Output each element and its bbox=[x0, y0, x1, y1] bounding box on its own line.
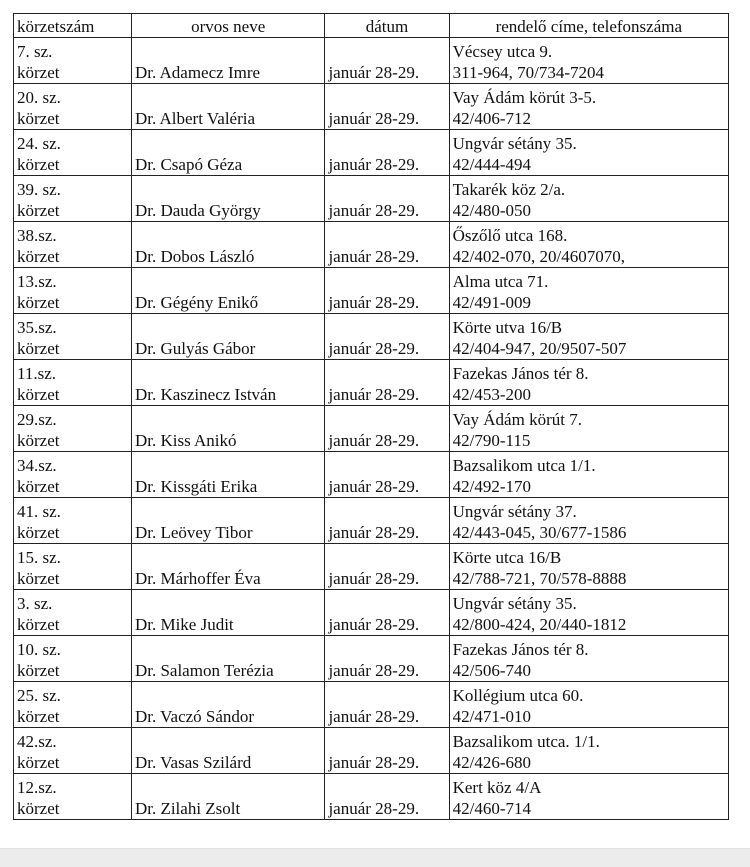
district-number: 10. sz. bbox=[17, 640, 61, 659]
address: Körte utca 16/B bbox=[452, 548, 562, 567]
address: Bazsalikom utca 1/1. bbox=[452, 456, 596, 475]
address: Fazekas János tér 8. bbox=[452, 640, 589, 659]
table-row bbox=[14, 84, 729, 130]
address-cell bbox=[449, 130, 728, 176]
duty-date: január 28-29. bbox=[325, 314, 449, 360]
district-cell bbox=[14, 682, 132, 728]
doctor-name: Dr. Kaszinecz István bbox=[131, 360, 324, 406]
district-cell bbox=[14, 590, 132, 636]
district-cell bbox=[14, 774, 132, 820]
district-cell bbox=[14, 130, 132, 176]
address-cell bbox=[449, 38, 728, 84]
district-number: 41. sz. bbox=[17, 502, 61, 521]
district-label: körzet bbox=[17, 109, 60, 128]
phone: 42/480-050 bbox=[452, 201, 531, 220]
doctor-name: Dr. Vasas Szilárd bbox=[131, 728, 324, 774]
address-cell bbox=[449, 268, 728, 314]
address-cell bbox=[449, 636, 728, 682]
district-label: körzet bbox=[17, 615, 60, 634]
doctor-name: Dr. Kissgáti Erika bbox=[131, 452, 324, 498]
district-number: 12.sz. bbox=[17, 778, 57, 797]
address-cell bbox=[449, 360, 728, 406]
address-cell bbox=[449, 314, 728, 360]
header-doctor-name: orvos neve bbox=[131, 14, 324, 38]
duty-date: január 28-29. bbox=[325, 636, 449, 682]
doctor-name: Dr. Salamon Terézia bbox=[131, 636, 324, 682]
district-label: körzet bbox=[17, 247, 60, 266]
address: Fazekas János tér 8. bbox=[452, 364, 589, 383]
phone: 42/788-721, 70/578-8888 bbox=[452, 569, 627, 588]
district-label: körzet bbox=[17, 339, 60, 358]
district-label: körzet bbox=[17, 293, 60, 312]
district-label: körzet bbox=[17, 707, 60, 726]
address: Takarék köz 2/a. bbox=[452, 180, 566, 199]
duty-date: január 28-29. bbox=[325, 406, 449, 452]
table-row bbox=[14, 360, 729, 406]
duty-date: január 28-29. bbox=[325, 498, 449, 544]
phone: 42/790-115 bbox=[452, 431, 531, 450]
header-date: dátum bbox=[325, 14, 449, 38]
district-number: 11.sz. bbox=[17, 364, 57, 383]
district-cell bbox=[14, 498, 132, 544]
address: Kollégium utca 60. bbox=[452, 686, 584, 705]
phone: 311-964, 70/734-7204 bbox=[452, 63, 605, 82]
district-cell bbox=[14, 268, 132, 314]
address-cell bbox=[449, 590, 728, 636]
district-label: körzet bbox=[17, 155, 60, 174]
doctor-name: Dr. Leövey Tibor bbox=[131, 498, 324, 544]
doctor-name: Dr. Dauda György bbox=[131, 176, 324, 222]
district-cell bbox=[14, 84, 132, 130]
district-cell bbox=[14, 728, 132, 774]
table-header-row bbox=[14, 14, 729, 38]
duty-date: január 28-29. bbox=[325, 38, 449, 84]
address-cell bbox=[449, 682, 728, 728]
address: Ungvár sétány 37. bbox=[452, 502, 577, 521]
duty-date: január 28-29. bbox=[325, 682, 449, 728]
duty-date: január 28-29. bbox=[325, 590, 449, 636]
table-row bbox=[14, 222, 729, 268]
address: Ungvár sétány 35. bbox=[452, 594, 577, 613]
table-row bbox=[14, 38, 729, 84]
table-row bbox=[14, 314, 729, 360]
doctors-duty-table bbox=[13, 13, 729, 820]
table-row bbox=[14, 498, 729, 544]
district-cell bbox=[14, 38, 132, 84]
duty-date: január 28-29. bbox=[325, 360, 449, 406]
doctor-name: Dr. Dobos László bbox=[131, 222, 324, 268]
duty-date: január 28-29. bbox=[325, 774, 449, 820]
phone: 42/443-045, 30/677-1586 bbox=[452, 523, 627, 542]
duty-date: január 28-29. bbox=[325, 84, 449, 130]
district-number: 35.sz. bbox=[17, 318, 57, 337]
district-label: körzet bbox=[17, 753, 60, 772]
table-row bbox=[14, 268, 729, 314]
duty-date: január 28-29. bbox=[325, 544, 449, 590]
table-row bbox=[14, 452, 729, 498]
address: Vay Ádám körút 3-5. bbox=[452, 88, 597, 107]
doctor-name: Dr. Adamecz Imre bbox=[131, 38, 324, 84]
address-cell bbox=[449, 222, 728, 268]
doctor-name: Dr. Mike Judit bbox=[131, 590, 324, 636]
phone: 42/404-947, 20/9507-507 bbox=[452, 339, 627, 358]
district-number: 20. sz. bbox=[17, 88, 61, 107]
district-number: 24. sz. bbox=[17, 134, 61, 153]
address: Ungvár sétány 35. bbox=[452, 134, 577, 153]
district-number: 15. sz. bbox=[17, 548, 61, 567]
duty-date: január 28-29. bbox=[325, 222, 449, 268]
table-row bbox=[14, 544, 729, 590]
phone: 42/800-424, 20/440-1812 bbox=[452, 615, 627, 634]
address: Vay Ádám körút 7. bbox=[452, 410, 582, 429]
address: Kert köz 4/A bbox=[452, 778, 542, 797]
phone: 42/402-070, 20/4607070, bbox=[452, 247, 625, 266]
header-district: körzetszám bbox=[14, 14, 132, 38]
address: Őszőlő utca 168. bbox=[452, 226, 568, 245]
doctor-name: Dr. Albert Valéria bbox=[131, 84, 324, 130]
district-label: körzet bbox=[17, 523, 60, 542]
phone: 42/471-010 bbox=[452, 707, 531, 726]
header-address-phone: rendelő címe, telefonszáma bbox=[449, 14, 728, 38]
district-cell bbox=[14, 360, 132, 406]
phone: 42/506-740 bbox=[452, 661, 531, 680]
phone: 42/491-009 bbox=[452, 293, 531, 312]
district-number: 25. sz. bbox=[17, 686, 61, 705]
phone: 42/406-712 bbox=[452, 109, 531, 128]
doctor-name: Dr. Vaczó Sándor bbox=[131, 682, 324, 728]
district-label: körzet bbox=[17, 569, 60, 588]
district-number: 29.sz. bbox=[17, 410, 57, 429]
district-number: 7. sz. bbox=[17, 42, 53, 61]
address: Vécsey utca 9. bbox=[452, 42, 553, 61]
table-row bbox=[14, 590, 729, 636]
district-label: körzet bbox=[17, 385, 60, 404]
district-label: körzet bbox=[17, 201, 60, 220]
district-label: körzet bbox=[17, 661, 60, 680]
district-cell bbox=[14, 222, 132, 268]
phone: 42/453-200 bbox=[452, 385, 531, 404]
district-number: 3. sz. bbox=[17, 594, 53, 613]
table-row bbox=[14, 176, 729, 222]
district-number: 34.sz. bbox=[17, 456, 57, 475]
table-row bbox=[14, 406, 729, 452]
address: Bazsalikom utca. 1/1. bbox=[452, 732, 600, 751]
district-label: körzet bbox=[17, 477, 60, 496]
district-number: 42.sz. bbox=[17, 732, 57, 751]
doctor-name: Dr. Márhoffer Éva bbox=[131, 544, 324, 590]
duty-date: január 28-29. bbox=[325, 268, 449, 314]
district-label: körzet bbox=[17, 799, 60, 818]
page-bottom-edge bbox=[0, 848, 750, 867]
phone: 42/492-170 bbox=[452, 477, 531, 496]
table-row bbox=[14, 728, 729, 774]
district-number: 38.sz. bbox=[17, 226, 57, 245]
address: Alma utca 71. bbox=[452, 272, 549, 291]
address-cell bbox=[449, 406, 728, 452]
table-body bbox=[14, 38, 729, 820]
doctor-name: Dr. Csapó Géza bbox=[131, 130, 324, 176]
doctor-name: Dr. Kiss Anikó bbox=[131, 406, 324, 452]
address: Körte utva 16/B bbox=[452, 318, 563, 337]
district-cell bbox=[14, 452, 132, 498]
district-number: 39. sz. bbox=[17, 180, 61, 199]
duty-date: január 28-29. bbox=[325, 452, 449, 498]
table-row bbox=[14, 636, 729, 682]
phone: 42/460-714 bbox=[452, 799, 531, 818]
table-row bbox=[14, 774, 729, 820]
district-cell bbox=[14, 406, 132, 452]
address-cell bbox=[449, 176, 728, 222]
phone: 42/426-680 bbox=[452, 753, 531, 772]
district-cell bbox=[14, 636, 132, 682]
address-cell bbox=[449, 84, 728, 130]
district-number: 13.sz. bbox=[17, 272, 57, 291]
address-cell bbox=[449, 498, 728, 544]
phone: 42/444-494 bbox=[452, 155, 531, 174]
duty-date: január 28-29. bbox=[325, 728, 449, 774]
address-cell bbox=[449, 452, 728, 498]
district-cell bbox=[14, 544, 132, 590]
doctor-name: Dr. Gégény Enikő bbox=[131, 268, 324, 314]
table-row bbox=[14, 130, 729, 176]
doctor-name: Dr. Gulyás Gábor bbox=[131, 314, 324, 360]
district-cell bbox=[14, 314, 132, 360]
district-cell bbox=[14, 176, 132, 222]
district-label: körzet bbox=[17, 431, 60, 450]
address-cell bbox=[449, 774, 728, 820]
duty-date: január 28-29. bbox=[325, 130, 449, 176]
table-row bbox=[14, 682, 729, 728]
doctor-name: Dr. Zilahi Zsolt bbox=[131, 774, 324, 820]
duty-date: január 28-29. bbox=[325, 176, 449, 222]
address-cell bbox=[449, 544, 728, 590]
district-label: körzet bbox=[17, 63, 60, 82]
address-cell bbox=[449, 728, 728, 774]
